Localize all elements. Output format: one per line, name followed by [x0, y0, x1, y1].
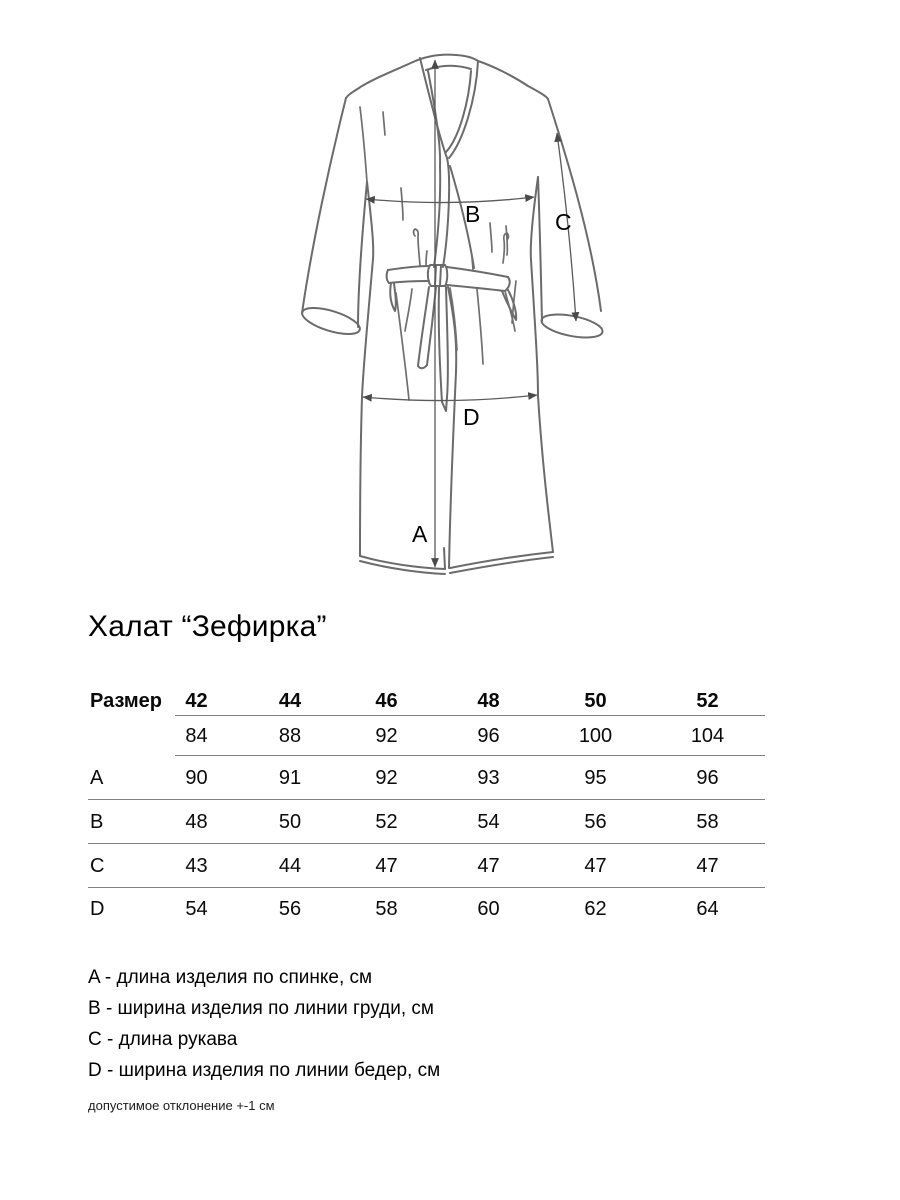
table-cell: 50: [278, 810, 302, 833]
table-cell: 91: [278, 766, 302, 789]
table-cell: 96: [477, 724, 500, 747]
table-cell: 48: [185, 810, 208, 833]
dimension-line-b: [366, 197, 534, 203]
table-cell: 88: [278, 724, 302, 747]
robe-outline: [299, 55, 604, 574]
robe-belt: [387, 265, 517, 411]
table-cell: 47: [696, 854, 719, 877]
table-header-row: [88, 686, 765, 716]
size-column-header: 46: [375, 689, 398, 712]
measurement-legend: [88, 962, 440, 1086]
tolerance-note: допустимое отклонение +-1 см: [88, 1098, 275, 1113]
table-cell: 64: [696, 897, 719, 920]
size-column-header: 52: [696, 689, 719, 712]
table-header-label: Размер: [90, 689, 163, 712]
table-row: [88, 716, 765, 756]
table-cell: 47: [375, 854, 398, 877]
table-cell: 43: [185, 854, 208, 877]
table-row: [88, 756, 765, 800]
table-cell: 92: [375, 766, 398, 789]
size-column-header: 50: [584, 689, 607, 712]
table-cell: 96: [696, 766, 719, 789]
dimension-label-c: C: [555, 209, 572, 235]
table-cell: 92: [375, 724, 398, 747]
table-cell: 58: [375, 897, 398, 920]
table-cell: 56: [584, 810, 607, 833]
size-table: [88, 686, 765, 930]
table-cell: 104: [690, 724, 725, 747]
size-column-header: 42: [185, 689, 208, 712]
legend-item-b: B - ширина изделия по линии груди, см: [88, 998, 434, 1019]
size-column-header: 48: [477, 689, 500, 712]
dimension-line-d: [363, 395, 537, 401]
table-cell: 93: [477, 766, 500, 789]
row-label: A: [90, 766, 104, 789]
table-row: [88, 800, 765, 844]
table-cell: 56: [278, 897, 302, 920]
row-label: C: [90, 854, 105, 877]
table-cell: 90: [185, 766, 208, 789]
robe-fold-lines: [360, 107, 516, 400]
table-cell: 44: [278, 854, 302, 877]
robe-measurement-diagram: [250, 40, 650, 580]
table-cell: 95: [584, 766, 607, 789]
table-row: [88, 888, 765, 930]
page-title: Халат “Зефирка”: [88, 610, 327, 643]
dimension-label-d: D: [463, 404, 480, 430]
dimension-arrows: [363, 60, 576, 567]
table-cell: 47: [477, 854, 500, 877]
size-column-header: 44: [278, 689, 302, 712]
table-cell: 54: [477, 810, 500, 833]
table-row: [88, 844, 765, 888]
table-cell: 60: [477, 897, 500, 920]
legend-item-c: C - длина рукава: [88, 1029, 238, 1050]
dimension-label-a: A: [412, 521, 428, 547]
table-cell: 52: [375, 810, 398, 833]
legend-item-a: A - длина изделия по спинке, см: [88, 967, 373, 988]
dimension-label-b: B: [465, 201, 481, 227]
legend-item-d: D - ширина изделия по линии бедер, см: [88, 1060, 441, 1081]
table-cell: 84: [185, 724, 208, 747]
row-label: B: [90, 810, 104, 833]
table-cell: 58: [696, 810, 719, 833]
table-cell: 54: [185, 897, 208, 920]
table-cell: 62: [584, 897, 607, 920]
table-cell: 100: [578, 724, 613, 747]
table-cell: 47: [584, 854, 607, 877]
row-label: D: [90, 897, 105, 920]
